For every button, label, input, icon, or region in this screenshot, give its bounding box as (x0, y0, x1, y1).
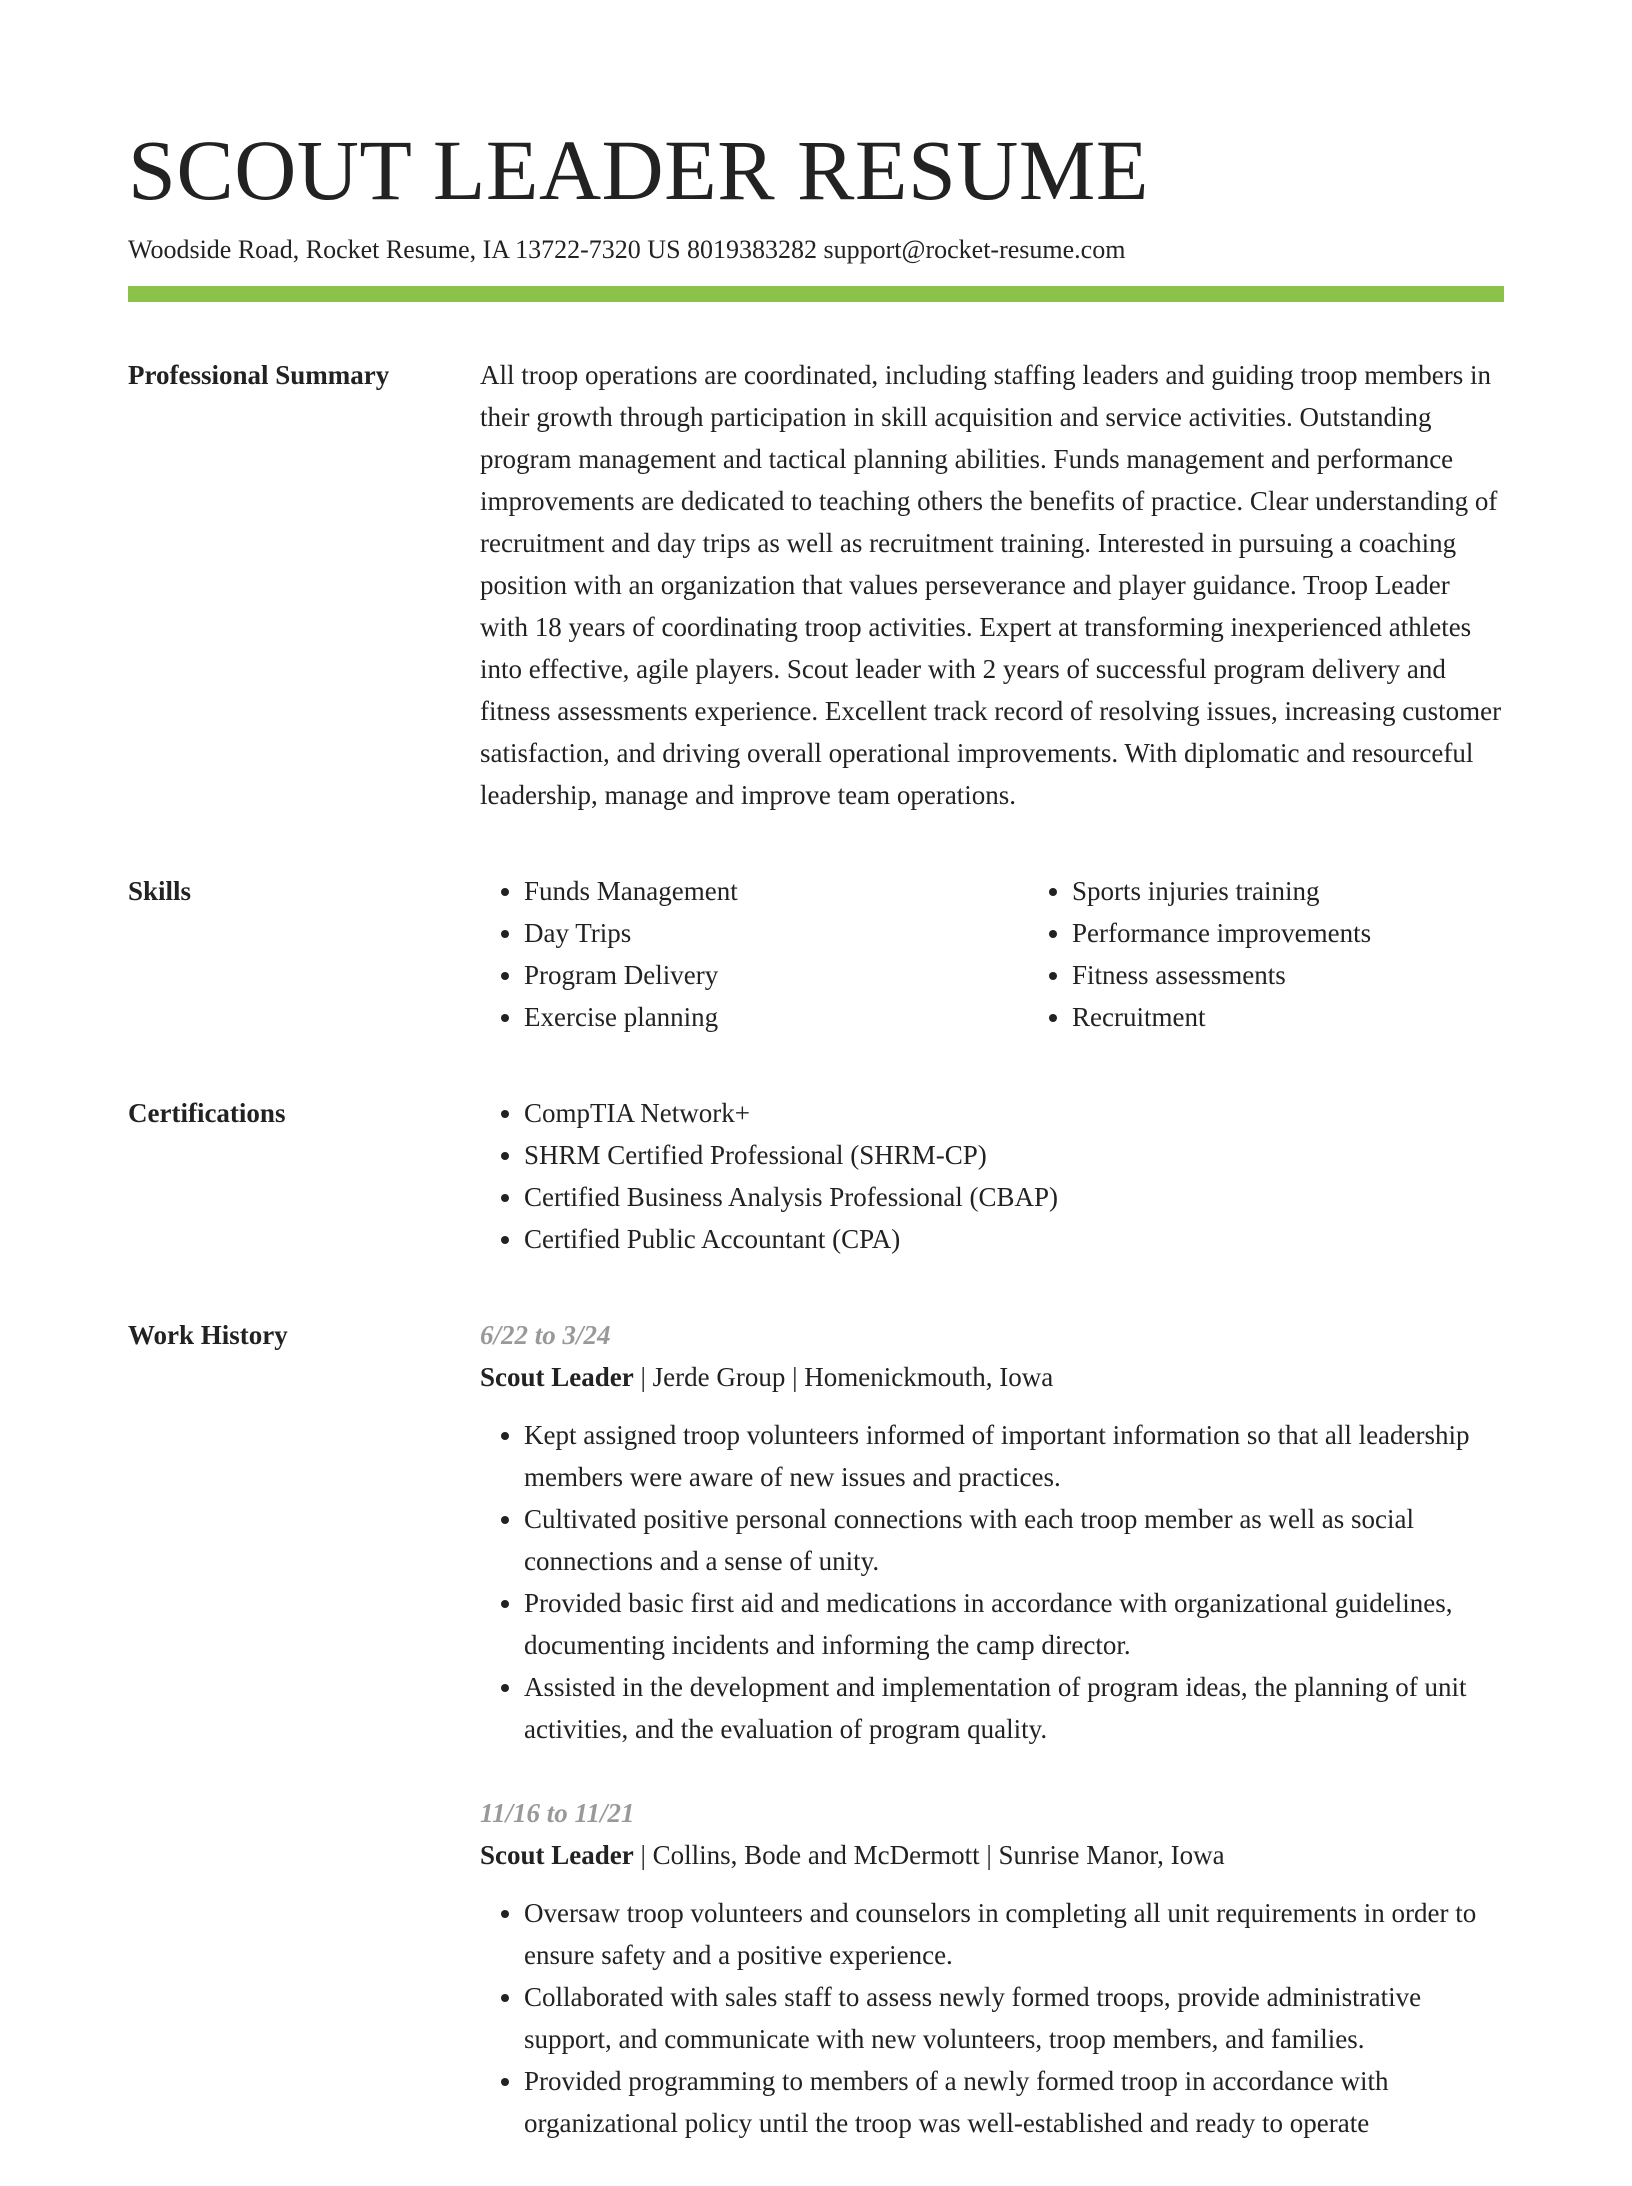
summary-text: All troop operations are coordinated, including staffing leaders and guiding troop members in their growth through participation in skill acquisition and service activities. Outstanding program management and tactical planning abilities. Funds management and performance improvements are dedicated to teaching others the benefits of practice. Clear understanding of recruitment and day trips as well as recruitment training. Interested in pursuing a coaching position with an organization that values perseverance and player guidance. Troop Leader with 18 years of coordinating troop activities. Expert at transforming inexperienced athletes into effective, agile players. Scout leader with 2 years of successful program delivery and fitness assessments experience. Excellent track record of resolving issues, increasing customer satisfaction, and driving overall operational improvements. With diplomatic and resourceful leadership, manage and improve team operations. (480, 360, 1502, 810)
job-bullets (480, 1414, 1504, 1750)
certification-item: • SHRM Certified Professional (SHRM-CP) (524, 1134, 1504, 1176)
skills-list-right (1028, 870, 1576, 1038)
job-header (480, 1834, 1504, 1876)
skill-item: • Funds Management (524, 870, 1028, 912)
certifications-label: Certifications (128, 1098, 286, 1128)
job-entry (480, 1314, 1504, 1750)
certifications-section (128, 1092, 1504, 1260)
job-bullets (480, 1892, 1504, 2144)
contact-line: Woodside Road, Rocket Resume, IA 13722-7320 US 8019383282 support@rocket-resume.com (128, 235, 1126, 264)
resume-page (128, 118, 1504, 2186)
skill-item: • Recruitment (1072, 996, 1576, 1038)
summary-label: Professional Summary (128, 360, 390, 390)
certification-item: • Certified Public Accountant (CPA) (524, 1218, 1504, 1260)
skill-item: • Fitness assessments (1072, 954, 1576, 996)
job-bullet: • Provided basic first aid and medications in accordance with organizational guidelines, documenting incidents and informing the camp director. (524, 1582, 1504, 1666)
skill-item: • Day Trips (524, 912, 1028, 954)
skill-item: • Sports injuries training (1072, 870, 1576, 912)
skill-item: • Exercise planning (524, 996, 1028, 1038)
job-title: Scout Leader (480, 1840, 634, 1870)
job-header (480, 1356, 1504, 1398)
summary-section (128, 354, 1504, 816)
job-bullet: • Kept assigned troop volunteers informed of important information so that all leadership members were aware of new issues and practices. (524, 1414, 1504, 1498)
work-history-section (128, 1314, 1504, 2186)
job-bullet: • Oversaw troop volunteers and counselors in completing all unit requirements in order to ensure safety and a positive experience. (524, 1892, 1504, 1976)
work-history-label: Work History (128, 1320, 288, 1350)
job-bullet: • Cultivated positive personal connections with each troop member as well as social connections and a sense of unity. (524, 1498, 1504, 1582)
job-title: Scout Leader (480, 1362, 634, 1392)
certification-item: • Certified Business Analysis Professional (CBAP) (524, 1176, 1504, 1218)
skills-label: Skills (128, 876, 192, 906)
job-details: | Jerde Group | Homenickmouth, Iowa (633, 1362, 1054, 1392)
skill-item: • Performance improvements (1072, 912, 1576, 954)
skill-item: • Program Delivery (524, 954, 1028, 996)
job-bullet: • Provided programming to members of a newly formed troop in accordance with organizational policy until the troop was well-established and ready to operate (524, 2060, 1504, 2144)
accent-divider (128, 286, 1504, 302)
job-bullet: • Collaborated with sales staff to assess newly formed troops, provide administrative support, and communicate with new volunteers, troop members, and families. (524, 1976, 1504, 2060)
job-dates: 11/16 to 11/21 (480, 1798, 635, 1828)
skills-list-left (480, 870, 1028, 1038)
resume-title: SCOUT LEADER RESUME (128, 122, 1149, 218)
certifications-list (480, 1092, 1504, 1260)
certification-item: • CompTIA Network+ (524, 1092, 1504, 1134)
job-details: | Collins, Bode and McDermott | Sunrise Manor, Iowa (633, 1840, 1225, 1870)
skills-section (128, 870, 1504, 1038)
job-dates: 6/22 to 3/24 (480, 1320, 611, 1350)
job-bullet: • Assisted in the development and implementation of program ideas, the planning of unit activities, and the evaluation of program quality. (524, 1666, 1504, 1750)
job-entry (480, 1792, 1504, 2144)
